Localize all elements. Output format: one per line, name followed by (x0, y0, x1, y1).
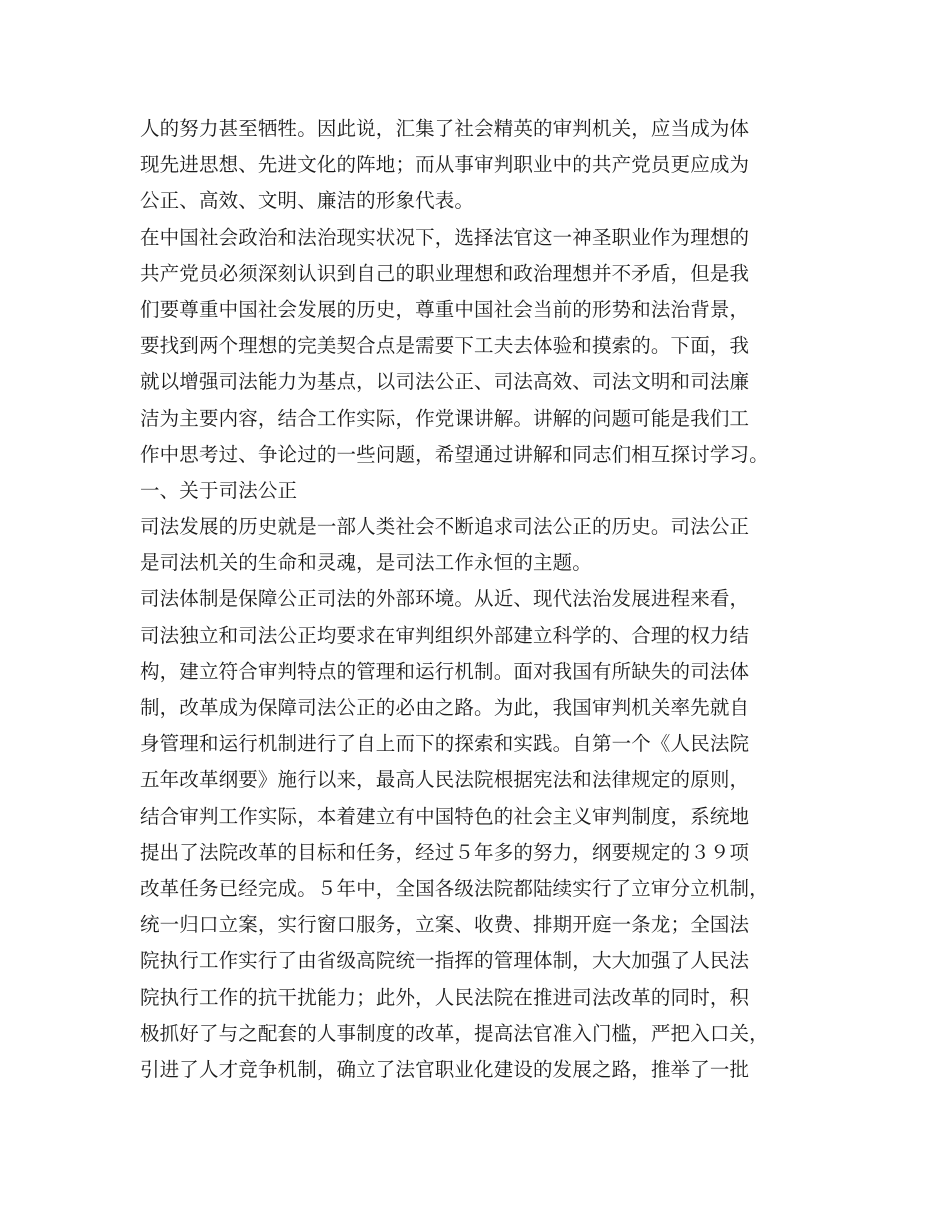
text-line: 构，建立符合审判特点的管理和运行机制。面对我国有所缺失的司法体 (140, 659, 750, 683)
text-line: 引进了人才竞争机制，确立了法官职业化建设的发展之路，推举了一批 (140, 1057, 750, 1081)
text-line: 院执行工作的抗干扰能力；此外，人民法院在推进司法改革的同时，积 (140, 985, 750, 1009)
text-line: 司法体制是保障公正司法的外部环境。从近、现代法治发展进程来看， (140, 587, 750, 611)
text-line: 身管理和运行机制进行了自上而下的探索和实践。自第一个《人民法院 (140, 732, 750, 756)
text-line: 是司法机关的生命和灵魂，是司法工作永恒的主题。 (140, 551, 592, 575)
text-line: 公正、高效、文明、廉洁的形象代表。 (140, 189, 475, 213)
text-line: 结合审判工作实际，本着建立有中国特色的社会主义审判制度，系统地 (140, 804, 750, 828)
text-line: 现先进思想、先进文化的阵地；而从事审判职业中的共产党员更应成为 (140, 153, 750, 177)
text-line: 人的努力甚至牺牲。因此说，汇集了社会精英的审判机关，应当成为体 (140, 117, 750, 140)
text-line: 司法独立和司法公正均要求在审判组织外部建立科学的、合理的权力结 (140, 623, 750, 647)
text-line: 洁为主要内容，结合工作实际，作党课讲解。讲解的问题可能是我们工 (140, 406, 750, 430)
text-line: 极抓好了与之配套的人事制度的改革，提高法官准入门槛，严把入口关， (140, 1021, 769, 1045)
text-line: 要找到两个理想的完美契合点是需要下工夫去体验和摸索的。下面，我 (140, 334, 750, 358)
text-line: 提出了法院改革的目标和任务，经过５年多的努力，纲要规定的３９项 (140, 840, 750, 864)
document-body (140, 111, 830, 1088)
text-line: 院执行工作实行了由省级高院统一指挥的管理体制，大大加强了人民法 (140, 949, 750, 973)
text-line: 共产党员必须深刻认识到自己的职业理想和政治理想并不矛盾，但是我 (140, 261, 750, 285)
text-line: 在中国社会政治和法治现实状况下，选择法官这一神圣职业作为理想的 (140, 225, 750, 249)
text-line: 五年改革纲要》施行以来，最高人民法院根据宪法和法律规定的原则， (140, 768, 750, 792)
text-line: 作中思考过、争论过的一些问题，希望通过讲解和同志们相互探讨学习。 (140, 442, 769, 466)
text-line: 司法发展的历史就是一部人类社会不断追求司法公正的历史。司法公正 (140, 515, 750, 539)
section-heading: 一、关于司法公正 (140, 478, 298, 502)
text-line: 改革任务已经完成。５年中，全国各级法院都陆续实行了立审分立机制， (140, 876, 769, 900)
text-line: 们要尊重中国社会发展的历史，尊重中国社会当前的形势和法治背景， (140, 297, 750, 321)
text-line: 就以增强司法能力为基点，以司法公正、司法高效、司法文明和司法廉 (140, 370, 750, 394)
text-line: 统一归口立案，实行窗口服务，立案、收费、排期开庭一条龙；全国法 (140, 913, 750, 937)
text-line: 制，改革成为保障司法公正的必由之路。为此，我国审判机关率先就自 (140, 696, 750, 719)
